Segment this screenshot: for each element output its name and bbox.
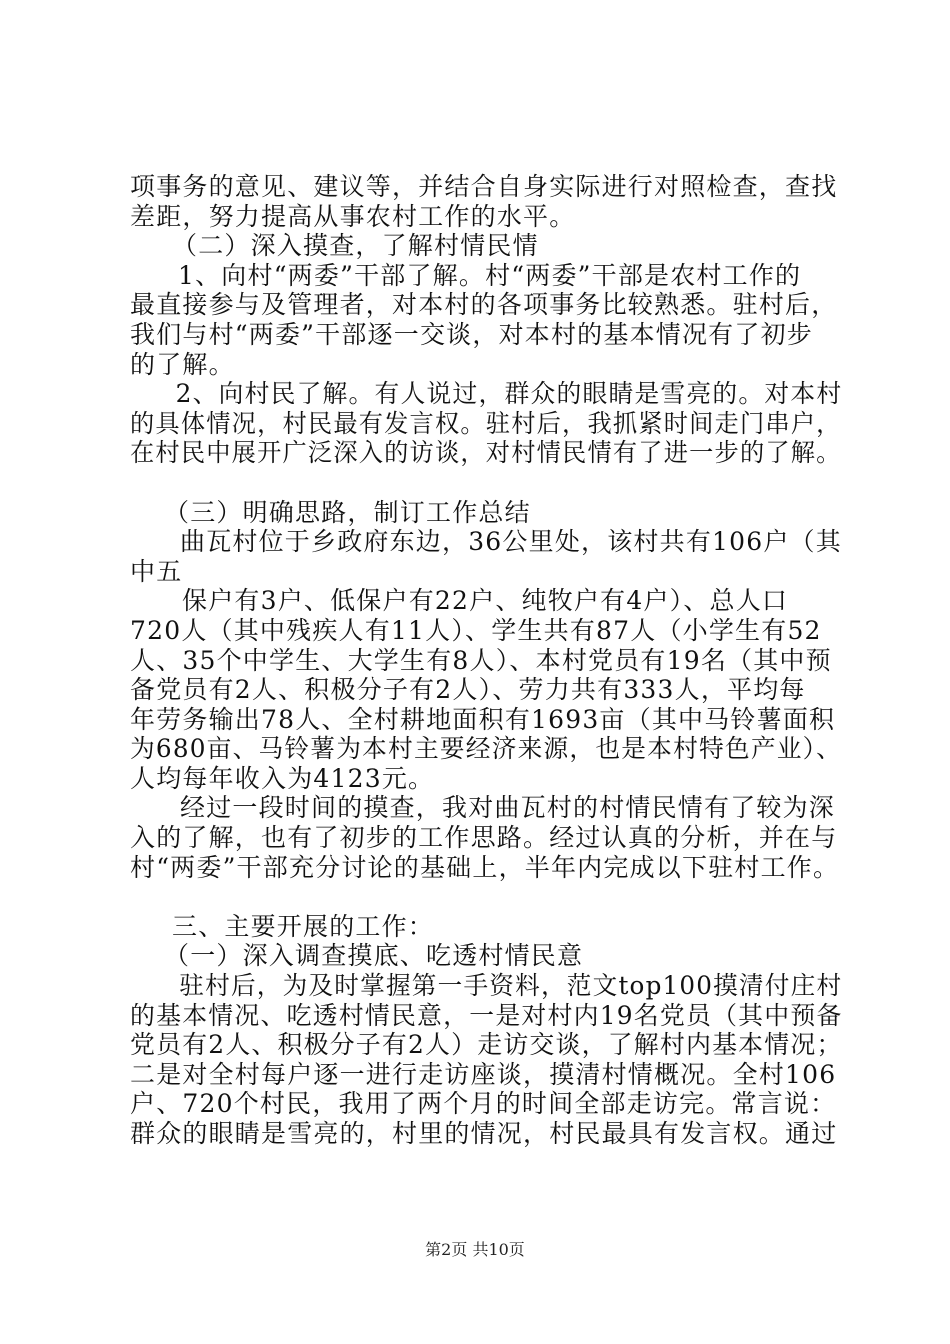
- text-line: 1、向村“两委”干部了解。村“两委”干部是农村工作的: [178, 260, 802, 290]
- text-line: 人均每年收入为4123元。: [130, 763, 435, 793]
- text-line: 为680亩、马铃薯为本村主要经济来源，也是本村特色产业）、: [130, 734, 843, 764]
- text-line: 720人（其中残疾人有11人）、学生共有87人（小学生有52: [130, 615, 822, 645]
- text-line: （二）深入摸查，了解村情民情: [172, 231, 539, 261]
- text-line: 群众的眼睛是雪亮的，村里的情况，村民最具有发言权。通过: [130, 1119, 838, 1148]
- text-line: 二是对全村每户逐一进行走访座谈，摸清村情概况。全村106: [130, 1059, 837, 1089]
- document-body: [130, 172, 842, 1149]
- text-line: 户、720个村民，我用了两个月的时间全部走访完。常言说：: [130, 1089, 837, 1119]
- text-line: 年劳务输出78人、全村耕地面积有1693亩（其中马铃薯面积: [130, 704, 836, 734]
- text-line: 驻村后，为及时掌握第一手资料，范文top100摸清付庄村: [179, 971, 843, 1001]
- text-line: （一）深入调查摸底、吃透村情民意: [164, 941, 584, 971]
- text-line: 中五: [130, 556, 183, 586]
- text-line: 2、向村民了解。有人说过，群众的眼睛是雪亮的。对本村: [175, 379, 843, 409]
- text-line: 三、主要开展的工作：: [172, 911, 435, 941]
- blank-line: [130, 882, 842, 912]
- text-line: 经过一段时间的摸查，我对曲瓦村的村情民情有了较为深: [180, 793, 836, 823]
- text-line: 的基本情况、吃透村情民意，一是对村内19名党员（其中预备: [130, 1000, 843, 1030]
- text-line: 最直接参与及管理者，对本村的各项事务比较熟悉。驻村后，: [130, 290, 838, 320]
- text-line: 入的了解，也有了初步的工作思路。经过认真的分析，并在与: [130, 823, 838, 853]
- text-line: 曲瓦村位于乡政府东边，36公里处，该村共有106户（其: [180, 527, 842, 557]
- text-line: 差距，努力提高从事农村工作的水平。: [130, 201, 576, 231]
- page-footer: 第2页 共10页: [425, 1240, 525, 1259]
- text-line: 在村民中展开广泛深入的访谈，对村情民情有了进一步的了解。: [130, 438, 842, 468]
- text-line: （三）明确思路，制订工作总结: [164, 497, 531, 527]
- text-line: 村“两委”干部充分讨论的基础上，半年内完成以下驻村工作。: [130, 852, 840, 882]
- text-line: 的了解。: [130, 349, 235, 379]
- blank-line: [130, 468, 842, 498]
- text-line: 项事务的意见、建议等，并结合自身实际进行对照检查，查找: [130, 172, 838, 201]
- text-line: 我们与村“两委”干部逐一交谈，对本村的基本情况有了初步: [130, 319, 813, 349]
- text-line: 人、35个中学生、大学生有8人）、本村党员有19名（其中预: [130, 645, 832, 675]
- text-line: 的具体情况，村民最有发言权。驻村后，我抓紧时间走门串户，: [130, 408, 842, 438]
- text-line: 备党员有2人、积极分子有2人）、劳力共有333人，平均每: [130, 675, 806, 705]
- text-line: 党员有2人、积极分子有2人）走访交谈，了解村内基本情况；: [130, 1030, 843, 1060]
- text-line: 保户有3户、低保户有22户、纯牧户有4户）、总人口: [182, 586, 789, 616]
